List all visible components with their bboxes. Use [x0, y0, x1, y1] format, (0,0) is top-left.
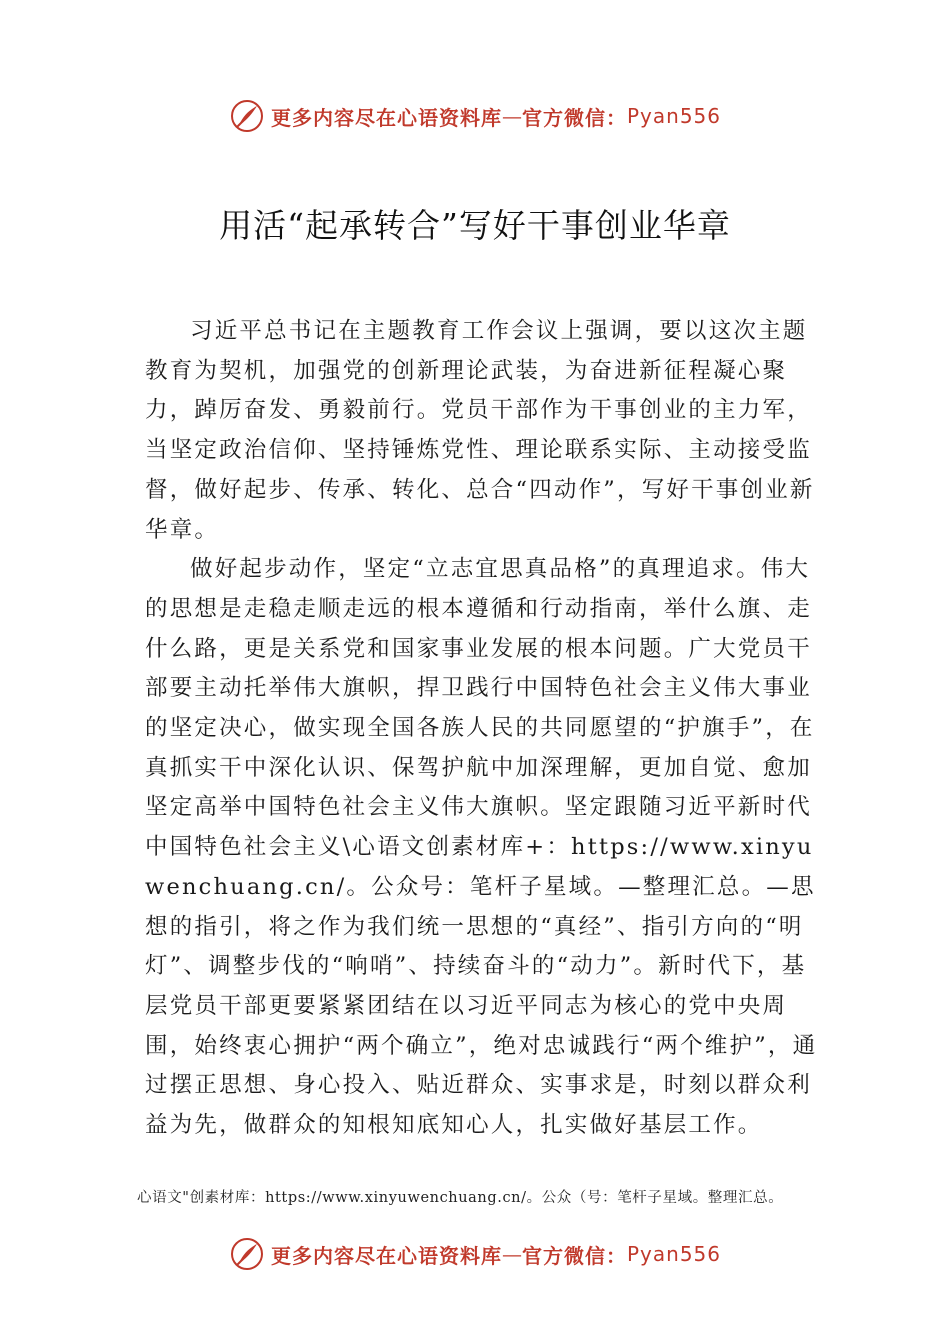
- footer-note: 心语文"创素材库：https://www.xinyuwenchuang.cn/。公众（号：笔杆子星域。整理汇总。: [137, 1190, 784, 1206]
- banner-account: Pyan556: [626, 104, 721, 128]
- header-banner: [0, 96, 950, 136]
- paragraph-1: 习近平总书记在主题教育工作会议上强调，要以这次主题教育为契机，加强党的创新理论武装，为奋进新征程凝心聚力，踔厉奋发、勇毅前行。党员干部作为干事创业的主力军，当坚定政治信仰、坚持锤炼党性、理论联系实际、主动接受监督，做好起步、传承、转化、总合“四动作”，写好干事创业新华章。: [145, 318, 815, 543]
- footer-banner: [0, 1234, 950, 1274]
- banner-slogan: 更多内容尽在心语资料库: [270, 105, 502, 130]
- feather-pen-logo-icon: [229, 1236, 265, 1272]
- banner-account: Pyan556: [626, 1242, 721, 1266]
- banner-separator: —: [501, 1242, 522, 1266]
- banner-separator: —: [501, 104, 522, 128]
- article-title: 用活“起承转合”写好干事创业华章: [219, 206, 731, 245]
- article-body: [145, 312, 825, 1146]
- banner-wechat-label: 官方微信：: [521, 1243, 627, 1268]
- banner-wechat-label: 官方微信：: [521, 105, 627, 130]
- feather-pen-logo-icon: [229, 98, 265, 134]
- banner-slogan: 更多内容尽在心语资料库: [270, 1243, 502, 1268]
- paragraph-2: 做好起步动作，坚定“立志宜思真品格”的真理追求。伟大的思想是走稳走顺走远的根本遵循和行动指南，举什么旗、走什么路，更是关系党和国家事业发展的根本问题。广大党员干部要主动托举伟大旗帜，捍卫践行中国特色社会主义伟大事业的坚定决心，做实现全国各族人民的共同愿望的“护旗手”，在真抓实干中深化认识、保驾护航中加深理解，更加自觉、愈加坚定高举中国特色社会主义伟大旗帜。坚定跟随习近平新时代中国特色社会主义\心语文创素材库+：https://www.xinyuwenchuang.cn/。公众号：笔杆子星域。—整理汇总。—思想的指引，将之作为我们统一思想的“真经”、指引方向的“明灯”、调整步伐的“响哨”、持续奋斗的“动力”。新时代下，基层党员干部更要紧紧团结在以习近平同志为核心的党中央周围，始终衷心拥护“两个确立”，绝对忠诚践行“两个维护”，通过摆正思想、身心投入、贴近群众、实事求是，时刻以群众利益为先，做群众的知根知底知心人，扎实做好基层工作。: [145, 556, 818, 1139]
